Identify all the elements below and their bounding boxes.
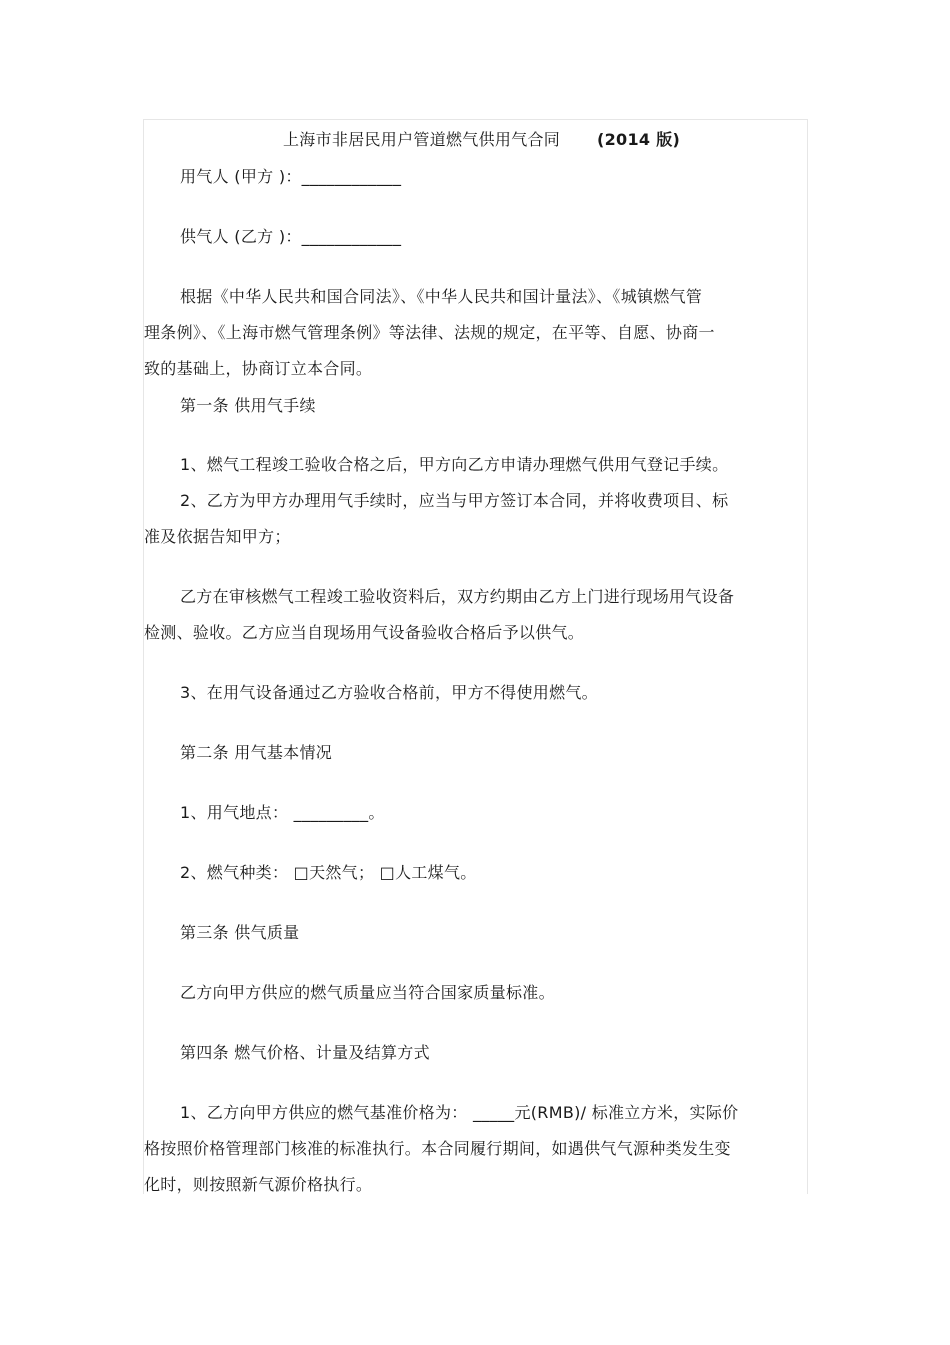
preamble-line: 根据《中华人民共和国合同法》、《中华人民共和国计量法》、《城镇燃气管 [180,287,703,306]
article-2-item-2: 2、燃气种类： □天然气； □人工煤气。 [180,863,477,882]
party-a-line: 用气人 (甲方 )：____________ [180,167,402,186]
article-1-item-1: 1、燃气工程竣工验收合格之后，甲方向乙方申请办理燃气供用气登记手续。 [180,455,729,474]
party-b-line: 供气人 (乙方 )：____________ [180,227,402,246]
article-1-item-3: 3、在用气设备通过乙方验收合格前，甲方不得使用燃气。 [180,683,598,702]
article-1-item-2-line: 准及依据告知甲方； [144,527,291,546]
page-frame-right-border [807,119,808,1194]
article-3-heading: 第三条 供气质量 [180,923,300,942]
article-4-item-1-line: 格按照价格管理部门核准的标准执行。本合同履行期间，如遇供气气源种类发生变 [144,1139,731,1158]
article-1-item-2-line: 2、乙方为甲方办理用气手续时，应当与甲方签订本合同，并将收费项目、标 [180,491,729,510]
preamble-line: 理条例》、《上海市燃气管理条例》等法律、法规的规定，在平等、自愿、协商一 [144,323,715,342]
article-4-item-1-line: 化时，则按照新气源价格执行。 [144,1175,373,1194]
document-title: 上海市非居民用户管道燃气供用气合同 [283,130,561,149]
page-frame-top-border [143,119,808,120]
document-version: (2014 版) [597,130,681,149]
article-2-item-1: 1、用气地点： _________。 [180,803,385,822]
page-frame-left-border [143,119,144,1194]
article-1-heading: 第一条 供用气手续 [180,396,316,415]
preamble-line: 致的基础上，协商订立本合同。 [144,359,373,378]
article-2-heading: 第二条 用气基本情况 [180,743,333,762]
article-4-item-1-line: 1、乙方向甲方供应的燃气基准价格为： _____元(RMB)/ 标准立方米，实际价 [180,1103,739,1122]
article-1-paragraph-line: 乙方在审核燃气工程竣工验收资料后，双方约期由乙方上门进行现场用气设备 [180,587,735,606]
article-4-heading: 第四条 燃气价格、计量及结算方式 [180,1043,430,1062]
article-1-paragraph-line: 检测、验收。乙方应当自现场用气设备验收合格后予以供气。 [144,623,585,642]
article-3-paragraph: 乙方向甲方供应的燃气质量应当符合国家质量标准。 [180,983,555,1002]
